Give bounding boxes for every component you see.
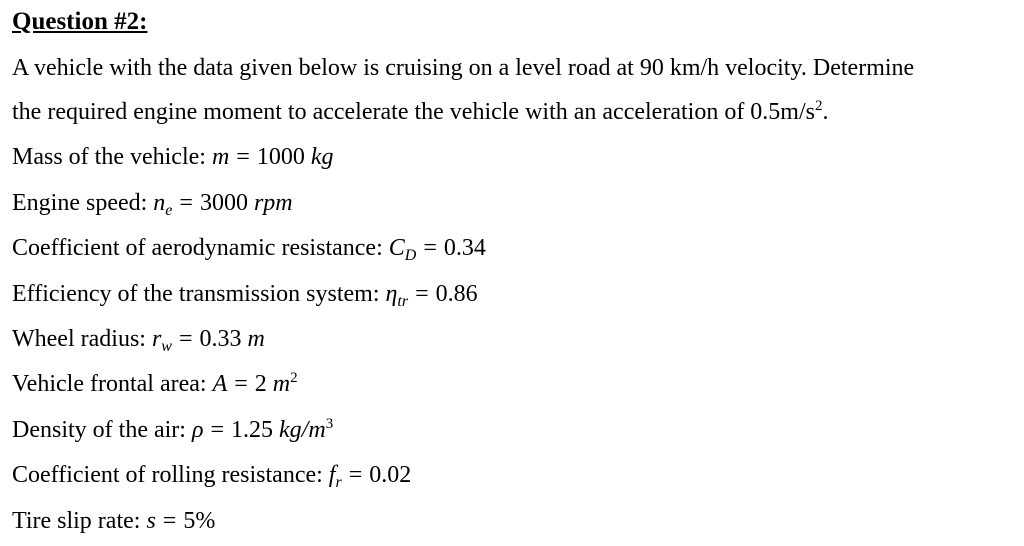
param-rolling-resistance (12, 461, 411, 489)
param-value: 0.33 (199, 326, 242, 352)
param-value: 0.02 (369, 462, 412, 488)
param-symbol: m (211, 144, 230, 170)
param-label: Coefficient of rolling resistance: (12, 462, 323, 488)
param-engine-speed (12, 189, 293, 217)
param-equals: = (234, 371, 248, 397)
param-air-density (12, 416, 333, 444)
param-value: 0.86 (435, 281, 478, 307)
param-symbol: η (385, 281, 398, 307)
param-unit: kg/m (279, 417, 326, 443)
param-tire-slip (12, 507, 215, 535)
param-equals: = (415, 281, 429, 307)
param-value: 2 (254, 371, 267, 397)
param-symbol: A (212, 371, 228, 397)
param-label: Mass of the vehicle: (12, 144, 206, 170)
param-symbol: s (146, 508, 156, 534)
param-unit: m (247, 326, 265, 352)
param-label: Tire slip rate: (12, 508, 141, 534)
param-symbol: r (151, 326, 162, 352)
param-equals: = (348, 462, 363, 488)
param-equals: = (210, 417, 225, 443)
param-unit: kg (310, 144, 334, 170)
param-equals: = (236, 144, 250, 170)
param-value: 3000 (199, 190, 248, 216)
question-title: Question #2: (12, 8, 148, 35)
param-unit-exponent: 2 (290, 370, 298, 386)
param-value: 0.34 (443, 235, 486, 261)
param-label: Wheel radius: (12, 326, 146, 352)
param-subscript: r (335, 474, 342, 491)
param-equals: = (179, 190, 193, 216)
param-symbol: f (328, 462, 336, 488)
param-frontal-area (12, 370, 298, 398)
param-wheel-radius (12, 325, 265, 353)
intro-line-2-end: . (822, 99, 829, 125)
param-aero-coefficient (12, 234, 486, 262)
param-subscript: tr (397, 293, 409, 310)
param-unit-exponent: 3 (325, 416, 334, 432)
param-symbol: n (153, 190, 166, 216)
param-equals: = (423, 235, 437, 261)
param-subscript: w (161, 338, 172, 355)
param-equals: = (162, 508, 177, 534)
param-label: Engine speed: (12, 190, 148, 216)
param-label: Efficiency of the transmission system: (12, 281, 380, 307)
param-value: 5% (183, 508, 216, 534)
param-equals: = (178, 326, 193, 352)
param-value: 1.25 (231, 417, 274, 443)
param-label: Coefficient of aerodynamic resistance: (12, 235, 383, 261)
param-label: Density of the air: (12, 417, 186, 443)
intro-line-1: A vehicle with the data given below is cruising on a level road at 90 km/h velocity. Determine (12, 55, 915, 81)
intro-line-2 (12, 98, 828, 126)
param-value: 1000 (256, 144, 305, 170)
param-unit: m (272, 371, 291, 397)
param-symbol: C (388, 235, 405, 261)
param-label: Vehicle frontal area: (12, 371, 207, 397)
param-subscript: D (404, 247, 417, 264)
intro-line-2-text: the required engine moment to accelerate the vehicle with an acceleration of 0.5m/s (12, 99, 815, 125)
param-subscript: e (165, 202, 173, 219)
param-unit: rpm (253, 190, 293, 216)
param-transmission-efficiency (12, 280, 478, 308)
param-mass (12, 143, 334, 171)
param-symbol: ρ (191, 417, 204, 443)
intro-line-2-superscript: 2 (814, 98, 823, 114)
